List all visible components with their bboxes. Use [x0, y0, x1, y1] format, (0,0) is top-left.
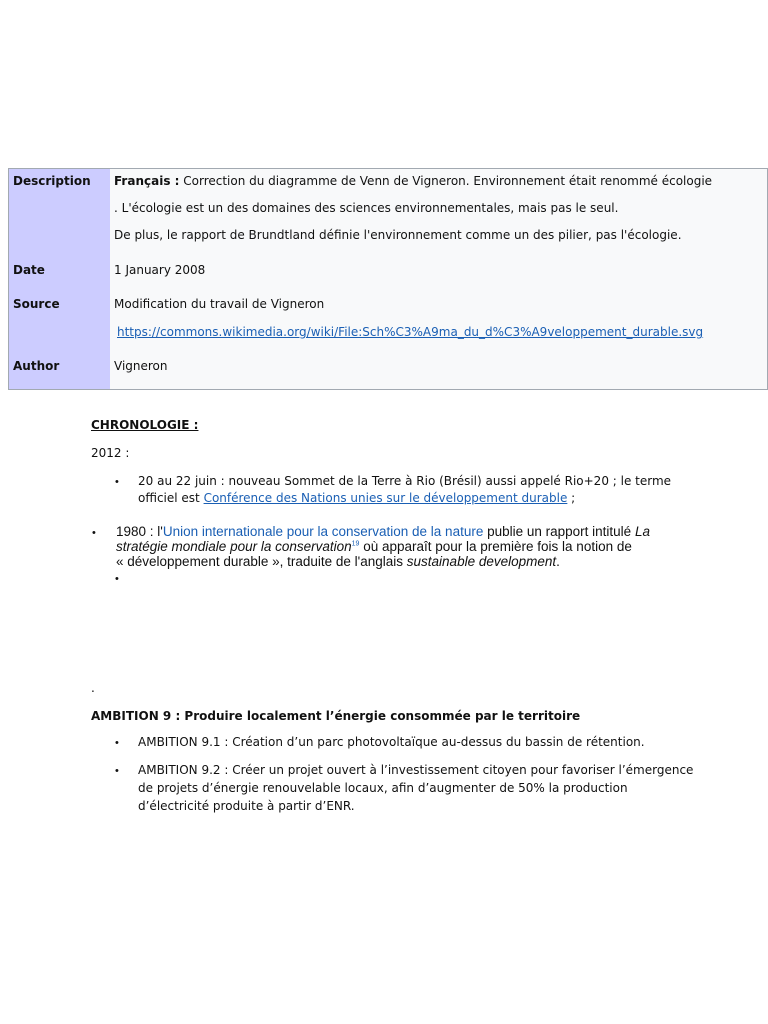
item-2012-line-1: 20 au 22 juin : nouveau Sommet de la Terre à Rio (Brésil) aussi appelé Rio+20 ; le terme [138, 474, 672, 488]
file-info-table [8, 168, 768, 390]
author-value: Vigneron [114, 359, 168, 373]
source-value: Modification du travail de Vigneron [114, 297, 325, 311]
ambition-9-heading: AMBITION 9 : Produire localement l’énergie consommée par le territoire [91, 709, 581, 723]
language-label: Français : [114, 174, 180, 188]
stray-dot: . [91, 681, 95, 695]
ambition-9-1: AMBITION 9.1 : Création d’un parc photovoltaïque au-dessus du bassin de rétention. [138, 735, 645, 749]
uicn-link[interactable]: Union internationale pour la conservation de la nature [162, 524, 484, 539]
date-value: 1 January 2008 [114, 263, 206, 277]
ambition-9-2-line-1: AMBITION 9.2 : Créer un projet ouvert à l’investissement citoyen pour favoriser l’émergence [138, 763, 694, 777]
bullet-icon: • [115, 765, 119, 777]
item-1980-line-3: « développement durable », traduite de l'anglais sustainable development. [116, 554, 560, 569]
item-2012-line-2: officiel est Conférence des Nations unies sur le développement durable ; [138, 491, 576, 505]
description-line-2: . L'écologie est un des domaines des sciences environnementales, mais pas le seul. [114, 201, 619, 215]
empty-bullet-icon: • [115, 573, 119, 585]
source-link[interactable]: https://commons.wikimedia.org/wiki/File:Sch%C3%A9ma_du_d%C3%A9veloppement_durable.svg [117, 325, 704, 339]
author-label: Author [13, 359, 60, 373]
bullet-icon: • [92, 527, 96, 539]
bullet-icon: • [115, 737, 119, 749]
description-line-3: De plus, le rapport de Brundtland définie l'environnement comme un des pilier, pas l'écologie. [114, 228, 682, 242]
description-line-1: Français : Correction du diagramme de Venn de Vigneron. Environnement était renommé écologie [114, 174, 713, 188]
label-column [9, 169, 110, 389]
item-1980-line-2: stratégie mondiale pour la conservation$^{19}$ où apparaît pour la première fois la notion de [116, 539, 632, 554]
ambition-9-2-line-2: de projets d’énergie renouvelable locaux, afin d’augmenter de 50% la production [138, 781, 628, 795]
year-2012: 2012 : [91, 446, 130, 460]
cnudd-link[interactable]: Conférence des Nations unies sur le développement durable [203, 491, 568, 505]
item-1980-line-1: 1980 : l'Union internationale pour la conservation de la nature publie un rapport intitulé La [116, 524, 650, 539]
chronologie-heading: CHRONOLOGIE : [91, 418, 199, 432]
date-label: Date [13, 263, 45, 277]
description-label: Description [13, 174, 91, 188]
footnote-ref[interactable]: 19 [351, 540, 360, 548]
source-label: Source [13, 297, 60, 311]
bullet-icon: • [115, 476, 119, 488]
ambition-9-2-line-3: d’électricité produite à partir d’ENR. [138, 799, 355, 813]
